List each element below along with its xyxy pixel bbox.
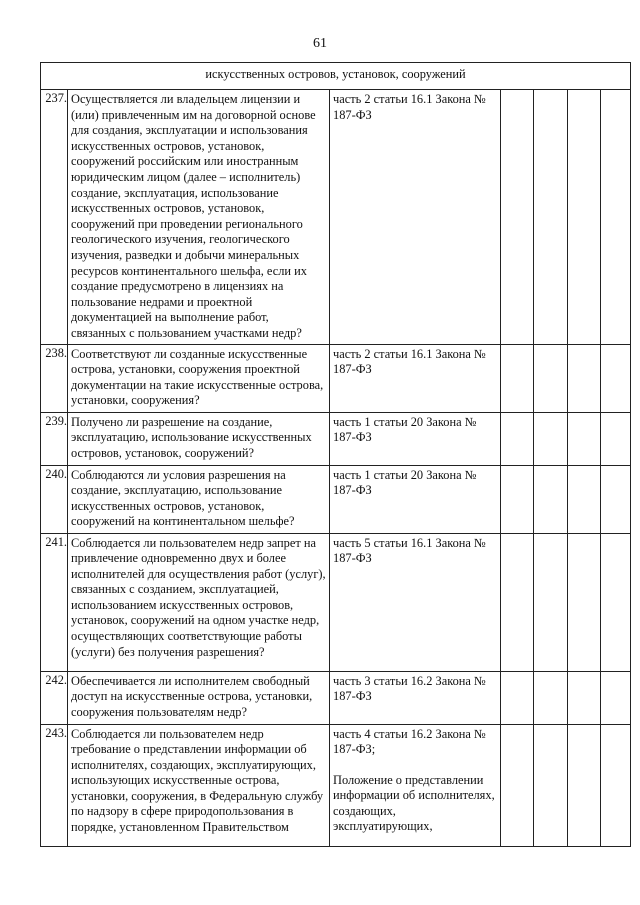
answer-na-cell [568, 533, 601, 671]
question-cell: Обеспечивается ли исполнителем свободный доступ на искусственные острова, установки, сооружения пользователям недр? [68, 671, 330, 724]
legal-reference: часть 2 статьи 16.1 Закона № 187-ФЗ [333, 92, 486, 122]
checklist-row [41, 344, 631, 412]
row-number: 243. [45, 725, 67, 740]
answer-na-cell [568, 724, 601, 846]
checklist-row [41, 724, 631, 846]
answer-na-cell [568, 671, 601, 724]
answer-no-cell [534, 412, 568, 465]
legal-reference: часть 1 статьи 20 Закона № 187-ФЗ [333, 467, 477, 498]
legal-reference-cell [330, 90, 501, 345]
legal-reference: часть 2 статьи 16.1 Закона № 187-ФЗ [333, 346, 486, 377]
answer-yes-cell [501, 533, 534, 671]
question-cell: Соблюдается ли пользователем недр запрет на привлечение одновременно двух и более исполнителей для осуществления работ (услуг), связанных с созданием, эксплуатацией, использованием искусственных островов, установок, сооружений на одном участке недр, осуществляющих соответствующие работы (услуги) без получения разрешения? [68, 533, 330, 671]
answer-no-cell [534, 724, 568, 846]
row-number-cell [41, 465, 68, 533]
answer-na-cell [568, 465, 601, 533]
legal-reference: часть 3 статьи 16.2 Закона № 187-ФЗ [333, 673, 486, 704]
answer-na-cell [568, 90, 601, 345]
answer-yes-cell [501, 344, 534, 412]
comment-cell [601, 533, 631, 671]
row-number: 242. [45, 672, 67, 687]
row-number-cell [41, 90, 68, 345]
checklist-row [41, 533, 631, 671]
question-cell: Соответствуют ли созданные искусственные острова, установки, сооружения проектной документации на такие искусственные острова, установки, сооружения? [68, 344, 330, 412]
answer-no-cell [534, 465, 568, 533]
row-number: 239. [45, 413, 67, 428]
legal-reference-cell [330, 671, 501, 724]
question-cell: Осуществляется ли владельцем лицензии и (или) привлеченным им на договорной основе для создания, эксплуатации и использования искусственных островов, установок, сооружений российским или иностранным юридическим лицом (далее – исполнитель) создание, эксплуатация, использование искусственных островов, установок, сооружений при проведении регионального геологического изучения, геологического изучения, разведки и добычи минеральных ресурсов континентального шельфа, если их создание предусмотрено в лицензиях на пользование недрами и проектной документацией на выполнение работ, связанных с пользованием участками недр? [68, 90, 330, 345]
comment-cell [601, 465, 631, 533]
answer-na-cell [568, 344, 601, 412]
row-number-cell [41, 412, 68, 465]
row-number-cell [41, 724, 68, 846]
row-number: 241. [45, 534, 67, 549]
checklist-row [41, 671, 631, 724]
legal-reference-cell [330, 344, 501, 412]
legal-reference: часть 4 статьи 16.2 Закона № 187-ФЗ; [333, 726, 486, 757]
answer-yes-cell [501, 671, 534, 724]
checklist-row [41, 90, 631, 345]
comment-cell [601, 412, 631, 465]
answer-no-cell [534, 90, 568, 345]
answer-yes-cell [501, 724, 534, 846]
checklist-row [41, 412, 631, 465]
page-number: 61 [313, 36, 327, 51]
legal-reference-extra: Положение о представлении информации об исполнителях, создающих, эксплуатирующих, [333, 772, 495, 834]
section-header: искусственных островов, установок, сооружений [41, 63, 631, 90]
answer-no-cell [534, 533, 568, 671]
question-cell: Соблюдаются ли условия разрешения на создание, эксплуатацию, использование искусственных островов, установок, сооружений на континентальном шельфе? [68, 465, 330, 533]
legal-reference: часть 5 статьи 16.1 Закона № 187-ФЗ [333, 535, 486, 566]
legal-reference-cell [330, 412, 501, 465]
answer-yes-cell [501, 465, 534, 533]
row-number-cell [41, 533, 68, 671]
row-number: 237. [45, 91, 67, 105]
answer-yes-cell [501, 90, 534, 345]
row-number: 240. [45, 466, 67, 481]
answer-na-cell [568, 412, 601, 465]
comment-cell [601, 671, 631, 724]
checklist-row [41, 465, 631, 533]
comment-cell [601, 344, 631, 412]
answer-no-cell [534, 671, 568, 724]
comment-cell [601, 90, 631, 345]
row-number-cell [41, 344, 68, 412]
row-number-cell [41, 671, 68, 724]
legal-reference-cell [330, 533, 501, 671]
answer-no-cell [534, 344, 568, 412]
checklist-table [40, 62, 631, 847]
question-cell: Соблюдается ли пользователем недр требование о представлении информации об исполнителях, создающих, эксплуатирующих, использующих искусственные острова, установки, сооружения, в Федеральную службу по надзору в сфере природопользования в порядке, установленном Правительством [68, 724, 330, 846]
row-number: 238. [45, 345, 67, 360]
comment-cell [601, 724, 631, 846]
question-cell: Получено ли разрешение на создание, эксплуатацию, использование искусственных островов, установок, сооружений? [68, 412, 330, 465]
section-header-row [41, 63, 631, 90]
legal-reference-cell [330, 724, 501, 846]
legal-reference: часть 1 статьи 20 Закона № 187-ФЗ [333, 414, 477, 445]
answer-yes-cell [501, 412, 534, 465]
legal-reference-cell [330, 465, 501, 533]
